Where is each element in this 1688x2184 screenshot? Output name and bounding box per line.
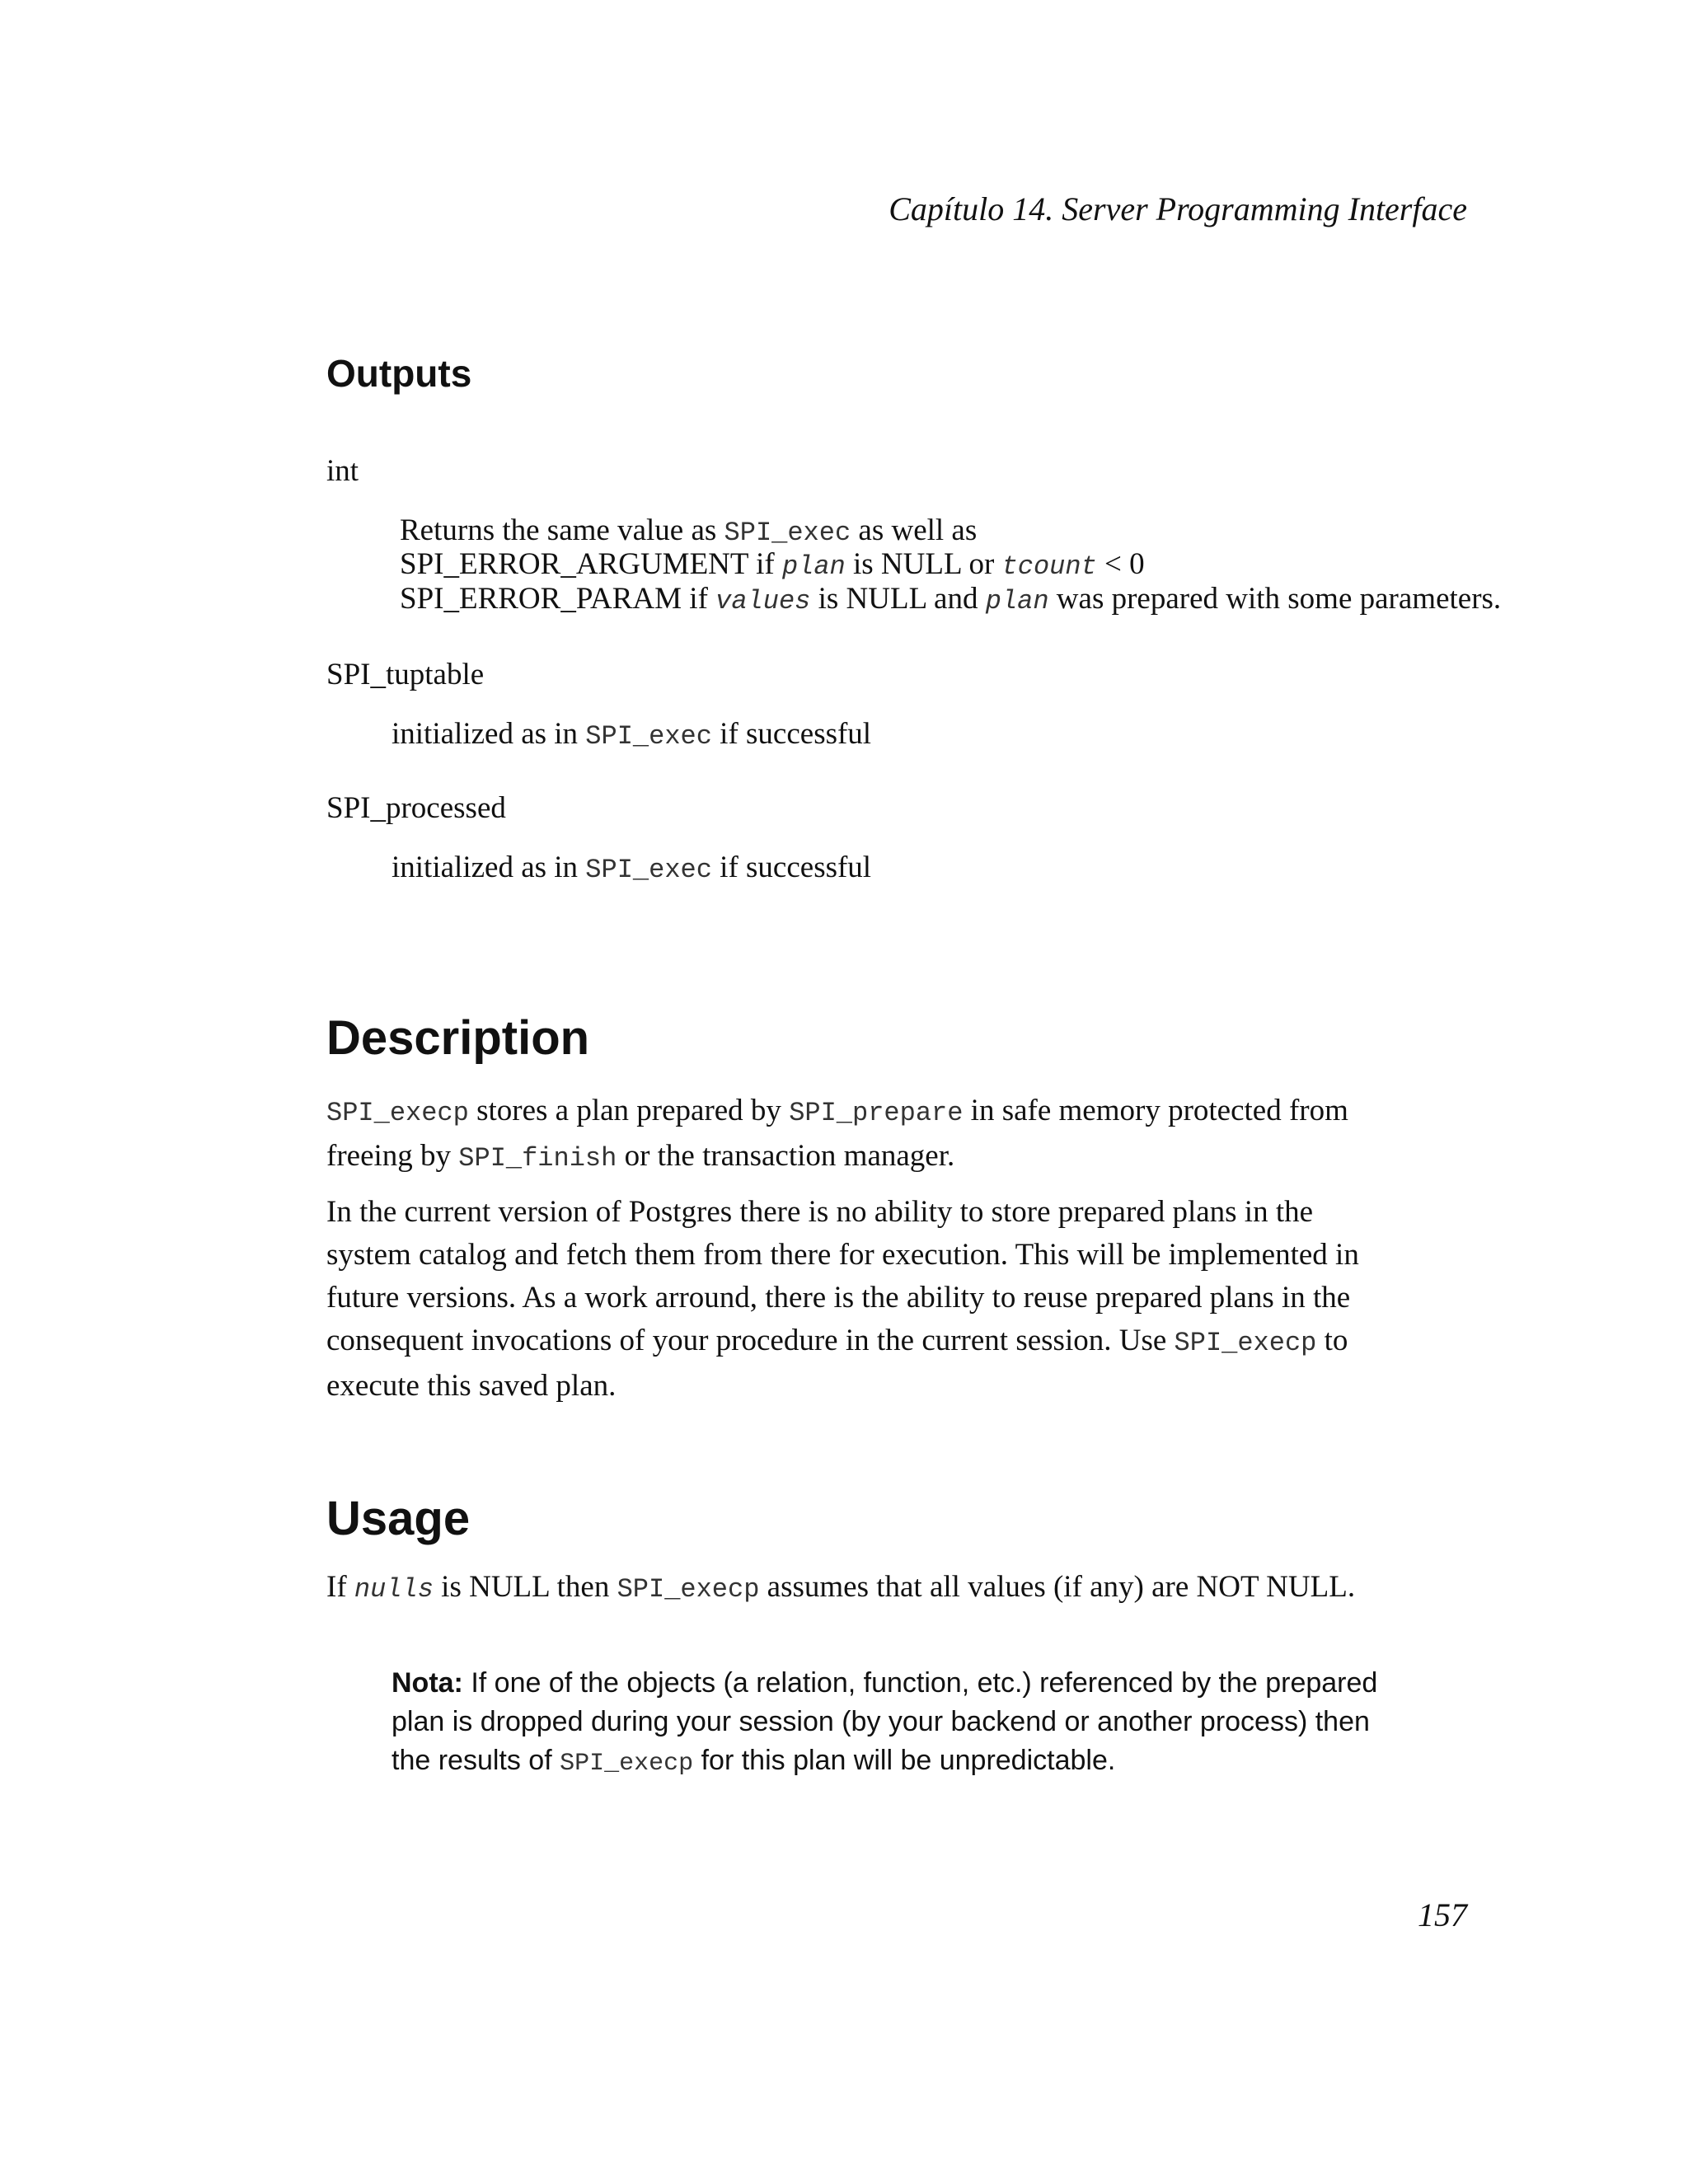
usage-paragraph: [326, 1566, 1355, 1611]
code-spi-execp: SPI_execp: [560, 1750, 694, 1778]
int-description-line-3: [400, 582, 1501, 619]
text: or the transaction manager.: [617, 1139, 955, 1173]
paragraph-line: [326, 1319, 1359, 1365]
text: is NULL and: [810, 582, 986, 616]
text: assumes that all values (if any) are NOT NULL.: [759, 1570, 1356, 1604]
output-term-int: int: [326, 454, 359, 488]
note-line: [392, 1741, 1377, 1783]
text: in safe memory protected from: [963, 1094, 1348, 1127]
paragraph-line: [326, 1090, 1348, 1135]
paragraph-line: future versions. As a work arround, there is the ability to reuse prepared plans in the: [326, 1281, 1351, 1315]
text: stores a plan prepared by: [468, 1094, 790, 1127]
description-heading: Description: [326, 1011, 590, 1065]
paragraph-line: In the current version of Postgres there is no ability to store prepared plans in the: [326, 1195, 1314, 1229]
param-tcount: tcount: [1001, 551, 1097, 582]
code-spi-execp: SPI_execp: [617, 1574, 760, 1605]
output-term-spi-processed: SPI_processed: [326, 791, 506, 825]
code-spi-exec: SPI_exec: [585, 855, 712, 885]
text: if successful: [711, 717, 872, 751]
text: SPI_ERROR_PARAM if: [400, 582, 716, 616]
page-number: 157: [1418, 1896, 1467, 1933]
text: as well as: [851, 513, 978, 547]
text: to: [1316, 1324, 1348, 1357]
paragraph-line: execute this saved plan.: [326, 1369, 617, 1403]
paragraph-line: system catalog and fetch them from there for execution. This will be implemented in: [326, 1238, 1359, 1272]
text: If one of the objects (a relation, function, etc.) referenced by the prepared: [462, 1667, 1378, 1699]
text: is NULL then: [433, 1570, 617, 1604]
text: SPI_ERROR_ARGUMENT if: [400, 547, 782, 581]
output-term-spi-tuptable: SPI_tuptable: [326, 658, 485, 691]
param-plan: plan: [781, 551, 846, 582]
spi-processed-definition: [392, 851, 871, 888]
description-paragraph-1: [326, 1090, 1348, 1180]
text: consequent invocations of your procedure in the current session. Use: [326, 1324, 1175, 1357]
param-values: values: [715, 586, 811, 616]
int-description-line-1: [400, 513, 977, 551]
paragraph-line: [326, 1135, 1348, 1180]
text: if successful: [711, 851, 872, 884]
code-spi-execp: SPI_execp: [1174, 1328, 1317, 1358]
code-spi-prepare: SPI_prepare: [789, 1098, 964, 1128]
code-spi-execp: SPI_execp: [326, 1098, 469, 1128]
note-line: plan is dropped during your session (by your backend or another process) then: [392, 1706, 1370, 1737]
text: initialized as in: [392, 717, 586, 751]
spi-tuptable-definition: [392, 717, 871, 754]
code-spi-exec: SPI_exec: [585, 721, 712, 752]
description-paragraph-2: [326, 1191, 1359, 1408]
text: If: [326, 1570, 354, 1604]
text: < 0: [1096, 547, 1145, 581]
text: initialized as in: [392, 851, 586, 884]
note-box: [392, 1664, 1377, 1783]
outputs-heading: Outputs: [326, 352, 472, 395]
note-label: Nota:: [392, 1667, 463, 1699]
code-spi-finish: SPI_finish: [458, 1143, 617, 1174]
text: is NULL or: [845, 547, 1002, 581]
running-header: Capítulo 14. Server Programming Interface: [889, 190, 1467, 227]
usage-heading: Usage: [326, 1492, 471, 1545]
note-line: [392, 1664, 1377, 1703]
text: Returns the same value as: [400, 513, 724, 547]
text: for this plan will be unpredictable.: [693, 1745, 1116, 1776]
int-description-line-2: [400, 547, 1145, 584]
text: freeing by: [326, 1139, 459, 1173]
param-nulls: nulls: [354, 1574, 434, 1605]
code-spi-exec: SPI_exec: [724, 518, 851, 548]
text: was prepared with some parameters.: [1048, 582, 1502, 616]
text: the results of: [392, 1745, 560, 1776]
param-plan: plan: [985, 586, 1049, 616]
